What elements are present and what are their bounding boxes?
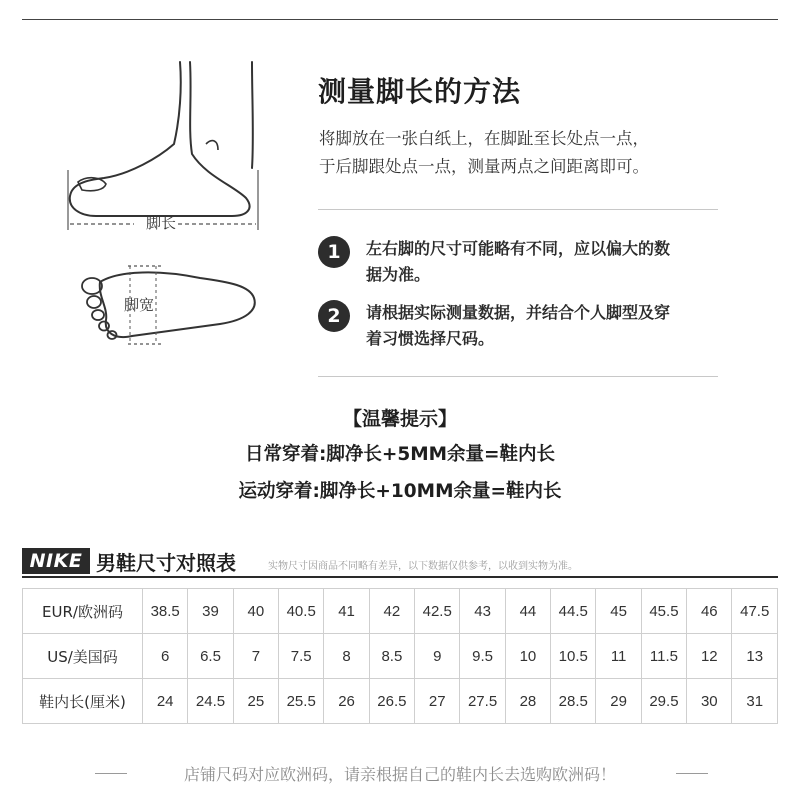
table-cell: 24.5: [188, 679, 233, 724]
section-divider: [318, 376, 718, 377]
note-text-line: 请根据实际测量数据，并结合个人脚型及穿: [366, 303, 671, 322]
table-cell: 11: [596, 634, 641, 679]
table-cell: 25.5: [279, 679, 324, 724]
table-cell: 11.5: [641, 634, 686, 679]
table-cell: 44.5: [551, 589, 596, 634]
row-header: EUR/欧洲码: [23, 589, 143, 634]
tips-daily-wear: 日常穿着:脚净长+5MM余量=鞋内长: [244, 444, 556, 465]
note-number-badge: 1: [318, 236, 350, 268]
table-cell: 47.5: [732, 589, 778, 634]
table-cell: 30: [687, 679, 732, 724]
footer-note: 店铺尺码对应欧洲码，请亲根据自己的鞋内长去选购欧洲码！: [183, 765, 616, 784]
table-row: [23, 679, 778, 724]
method-title: 测量脚长的方法: [318, 75, 522, 108]
table-cell: 7: [233, 634, 278, 679]
table-cell: 31: [732, 679, 778, 724]
note-text: [366, 300, 670, 352]
table-cell: 6.5: [188, 634, 233, 679]
table-cell: 9: [415, 634, 460, 679]
foot-length-label: 脚长: [146, 214, 177, 232]
foot-sole-illustration: [70, 262, 260, 352]
table-cell: 6: [143, 634, 188, 679]
footer-dash: [676, 773, 708, 774]
header-underline: [22, 576, 778, 578]
section-divider: [318, 209, 718, 210]
top-divider: [22, 19, 778, 20]
note-text-line: 据为准。: [366, 265, 431, 284]
table-cell: 42: [369, 589, 414, 634]
table-cell: 7.5: [279, 634, 324, 679]
table-cell: 26.5: [369, 679, 414, 724]
brand-badge: NIKE: [22, 548, 90, 574]
table-cell: 13: [732, 634, 778, 679]
table-cell: 26: [324, 679, 369, 724]
size-chart-title: 男鞋尺寸对照表: [96, 551, 236, 575]
table-cell: 29: [596, 679, 641, 724]
size-chart-header: [22, 546, 778, 576]
table-cell: 8.5: [369, 634, 414, 679]
table-cell: 10: [505, 634, 550, 679]
table-cell: 27.5: [460, 679, 505, 724]
table-cell: 25: [233, 679, 278, 724]
table-cell: 44: [505, 589, 550, 634]
table-cell: 27: [415, 679, 460, 724]
size-chart-disclaimer: 实物尺寸因商品不同略有差异，以下数据仅供参考，以收到实物为准。: [268, 561, 578, 572]
table-cell: 29.5: [641, 679, 686, 724]
row-header: US/美国码: [23, 634, 143, 679]
table-row: [23, 589, 778, 634]
table-cell: 39: [188, 589, 233, 634]
table-cell: 9.5: [460, 634, 505, 679]
table-cell: 28: [505, 679, 550, 724]
table-cell: 45.5: [641, 589, 686, 634]
table-cell: 12: [687, 634, 732, 679]
foot-width-label: 脚宽: [124, 296, 155, 314]
table-cell: 24: [143, 679, 188, 724]
table-cell: 42.5: [415, 589, 460, 634]
tips-title: 【温馨提示】: [342, 408, 457, 430]
note-text-line: 着习惯选择尺码。: [366, 329, 495, 348]
table-cell: 45: [596, 589, 641, 634]
table-cell: 41: [324, 589, 369, 634]
table-cell: 46: [687, 589, 732, 634]
table-cell: 28.5: [551, 679, 596, 724]
table-cell: 40.5: [279, 589, 324, 634]
note-text: [366, 236, 670, 288]
tips-sport-wear: 运动穿着:脚净长+10MM余量=鞋内长: [238, 481, 562, 502]
table-row: [23, 634, 778, 679]
note-text-line: 左右脚的尺寸可能略有不同，应以偏大的数: [366, 239, 671, 258]
row-header: 鞋内长(厘米): [23, 679, 143, 724]
note-number-badge: 2: [318, 300, 350, 332]
table-cell: 40: [233, 589, 278, 634]
table-cell: 38.5: [143, 589, 188, 634]
table-cell: 10.5: [551, 634, 596, 679]
table-cell: 43: [460, 589, 505, 634]
table-cell: 8: [324, 634, 369, 679]
method-instruction-line-2: 于后脚跟处点一点，测量两点之间距离即可。: [319, 157, 649, 176]
size-table: [22, 588, 778, 724]
method-instruction-line-1: 将脚放在一张白纸上，在脚趾至长处点一点，: [319, 129, 649, 148]
